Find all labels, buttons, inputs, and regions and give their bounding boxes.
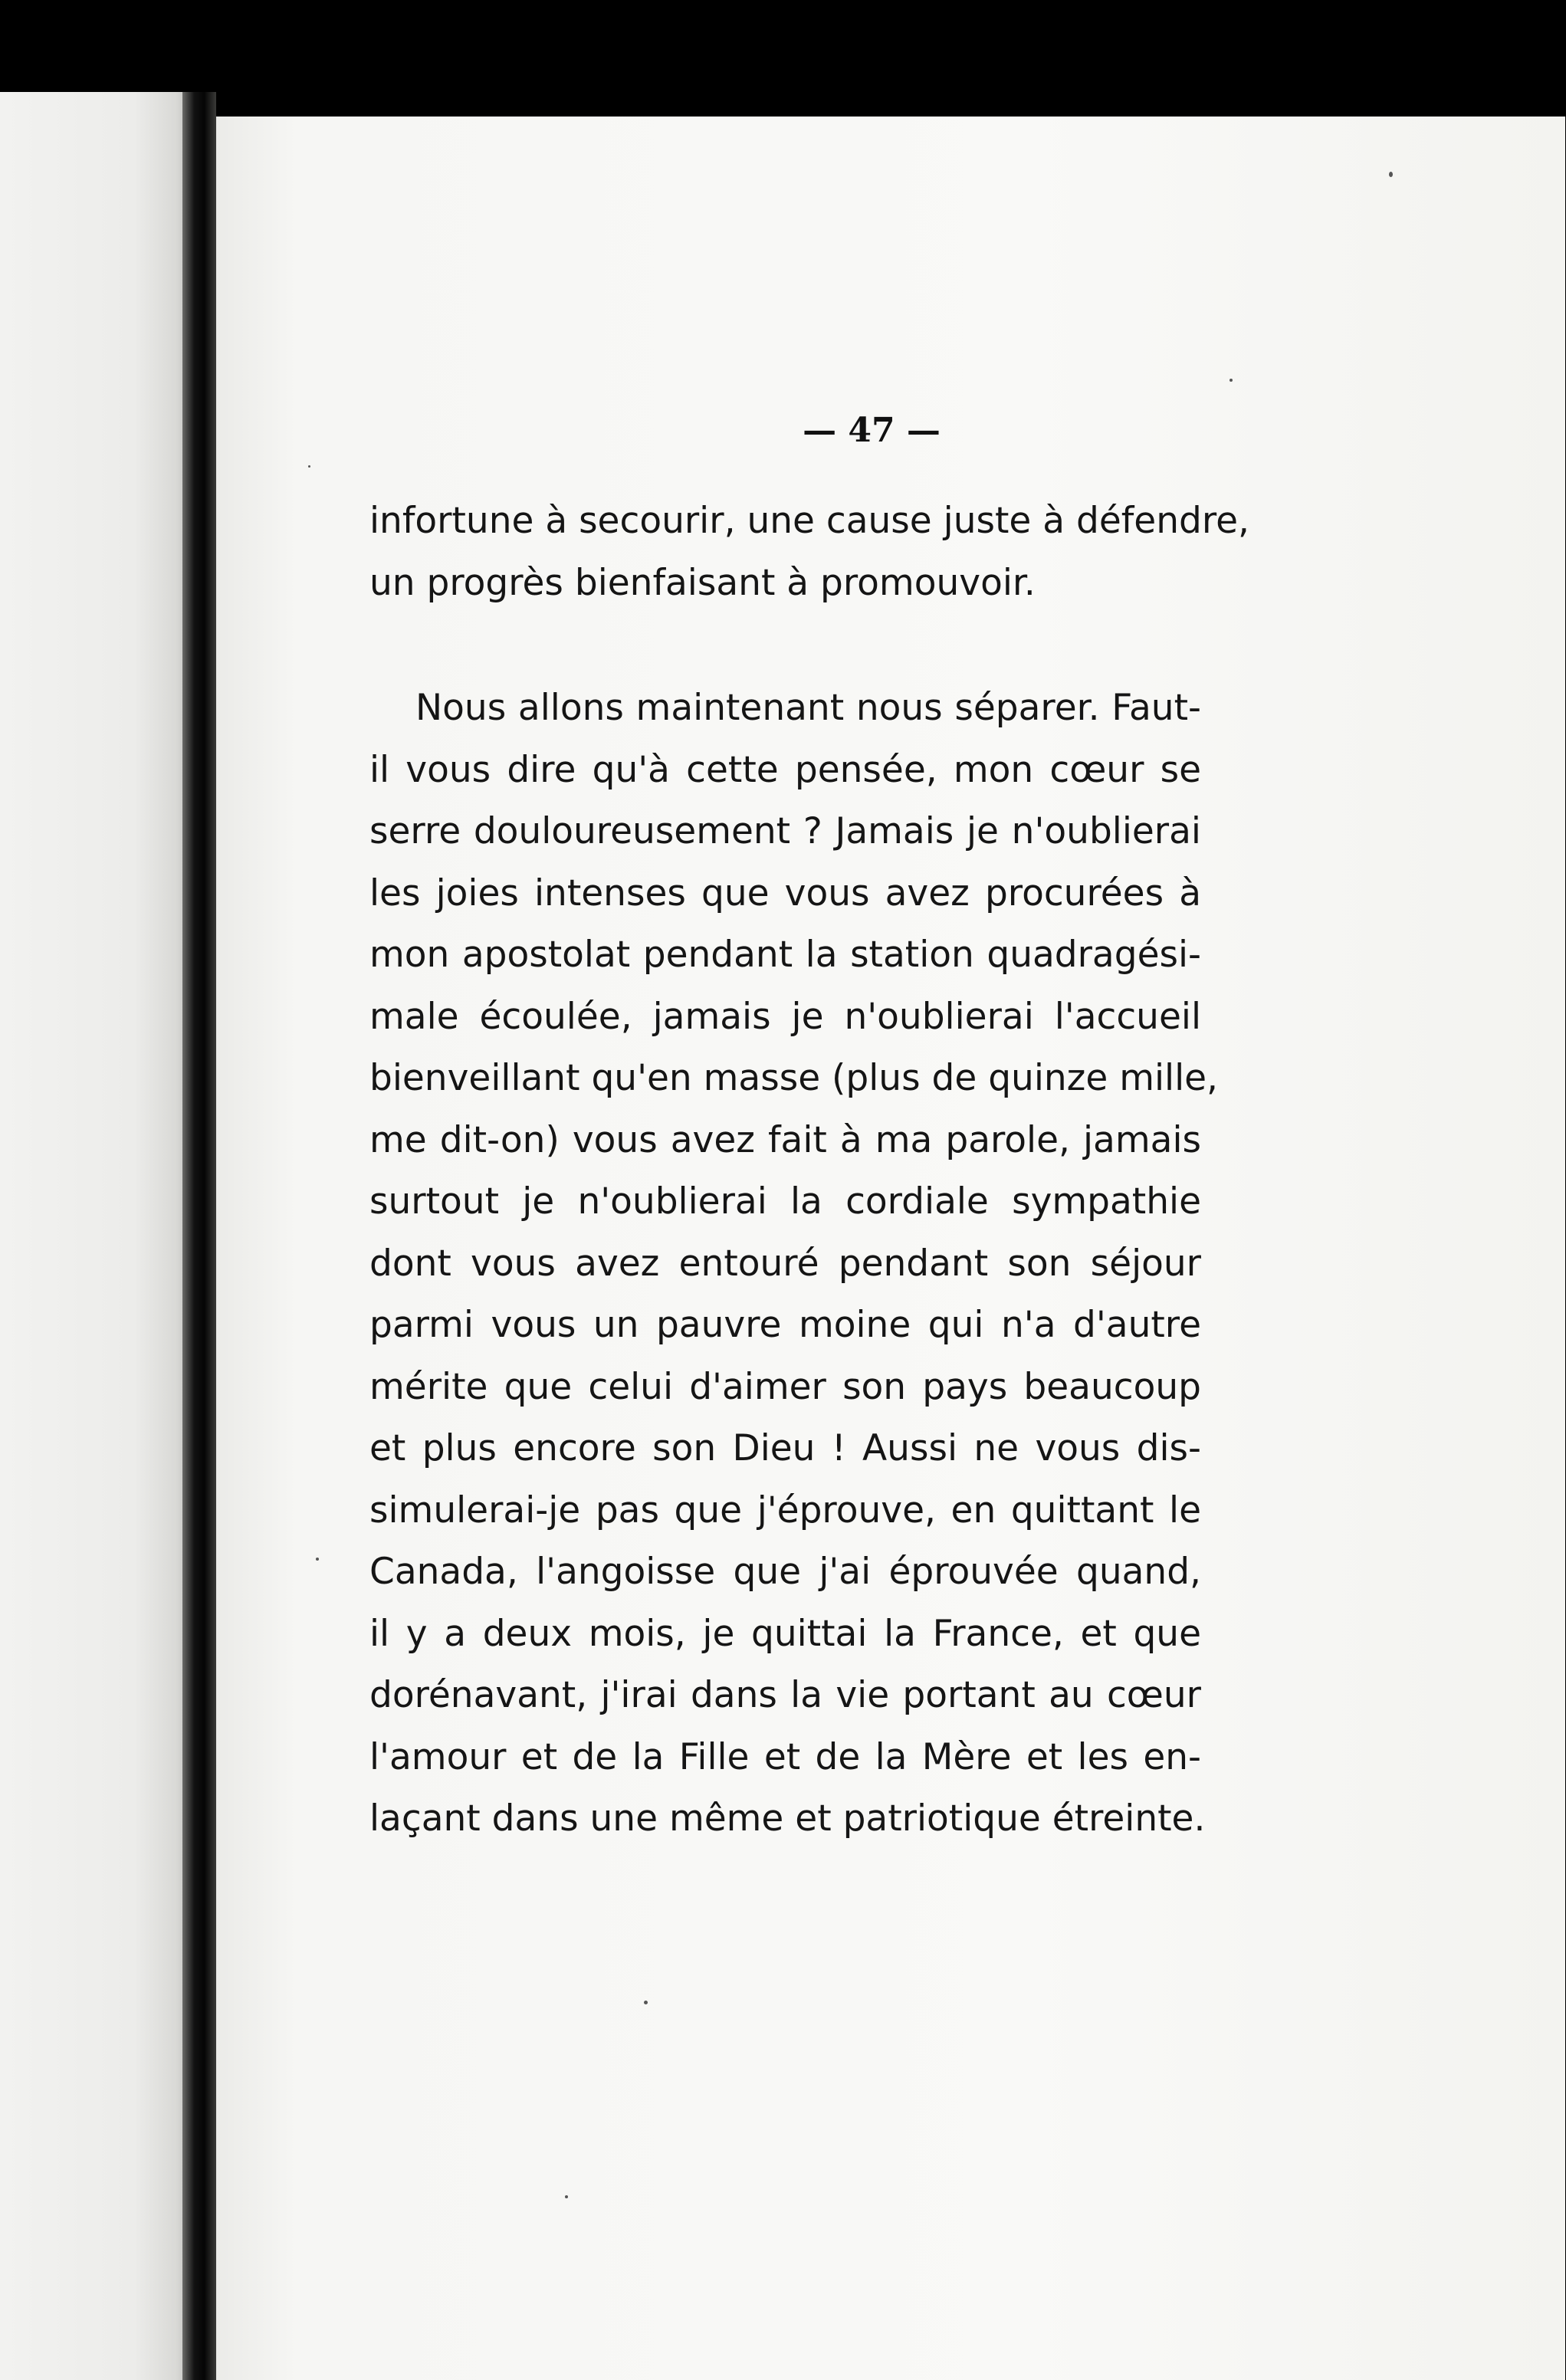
- text-line: me dit-on) vous avez fait à ma parole, jamais: [369, 1118, 1201, 1161]
- text-line: Canada, l'angoisse que j'ai éprouvée quand,: [369, 1551, 1201, 1593]
- text-line: il vous dire qu'à cette pensée, mon cœur se: [369, 748, 1201, 791]
- text-line: male écoulée, jamais je n'oublierai l'accueil: [369, 995, 1201, 1038]
- paragraph: [369, 678, 1219, 1850]
- text-line: infortune à secourir, une cause juste à défendre,: [369, 500, 1249, 542]
- text-line: mérite que celui d'aimer son pays beaucoup: [369, 1365, 1201, 1408]
- text-line: et plus encore son Dieu ! Aussi ne vous dis-: [369, 1427, 1201, 1469]
- dust-speck: [644, 2001, 648, 2004]
- page-number: — 47 —: [803, 411, 941, 450]
- book-page: [216, 117, 1565, 2380]
- dust-speck: [1389, 172, 1393, 177]
- text-line: l'amour et de la Fille et de la Mère et les en-: [369, 1735, 1201, 1778]
- text-line: les joies intenses que vous avez procurées à: [369, 872, 1201, 914]
- paragraph-continuation: [369, 491, 1249, 614]
- dust-speck: [316, 1558, 319, 1561]
- previous-page-edge: [0, 92, 192, 2380]
- text-line: un progrès bienfaisant à promouvoir.: [369, 561, 1036, 604]
- text-line: dont vous avez entouré pendant son séjour: [369, 1242, 1201, 1285]
- text-line: parmi vous un pauvre moine qui n'a d'autre: [369, 1304, 1201, 1346]
- dust-speck: [308, 465, 310, 468]
- text-line: mon apostolat pendant la station quadragési-: [369, 934, 1201, 976]
- text-line: serre douloureusement ? Jamais je n'oublierai: [369, 810, 1201, 852]
- text-line: laçant dans une même et patriotique étreinte.: [369, 1797, 1206, 1840]
- text-line: simulerai-je pas que j'éprouve, en quittant le: [369, 1489, 1201, 1531]
- text-line: il y a deux mois, je quittai la France, et que: [369, 1612, 1201, 1655]
- text-line: bienveillant qu'en masse (plus de quinze mille,: [369, 1057, 1219, 1099]
- dust-speck: [565, 2195, 568, 2198]
- text-line: dorénavant, j'irai dans la vie portant au cœur: [369, 1674, 1201, 1716]
- dust-speck: [1229, 379, 1233, 382]
- text-line: Nous allons maintenant nous séparer. Faut-: [415, 687, 1201, 729]
- text-line: surtout je n'oublierai la cordiale sympathie: [369, 1180, 1201, 1223]
